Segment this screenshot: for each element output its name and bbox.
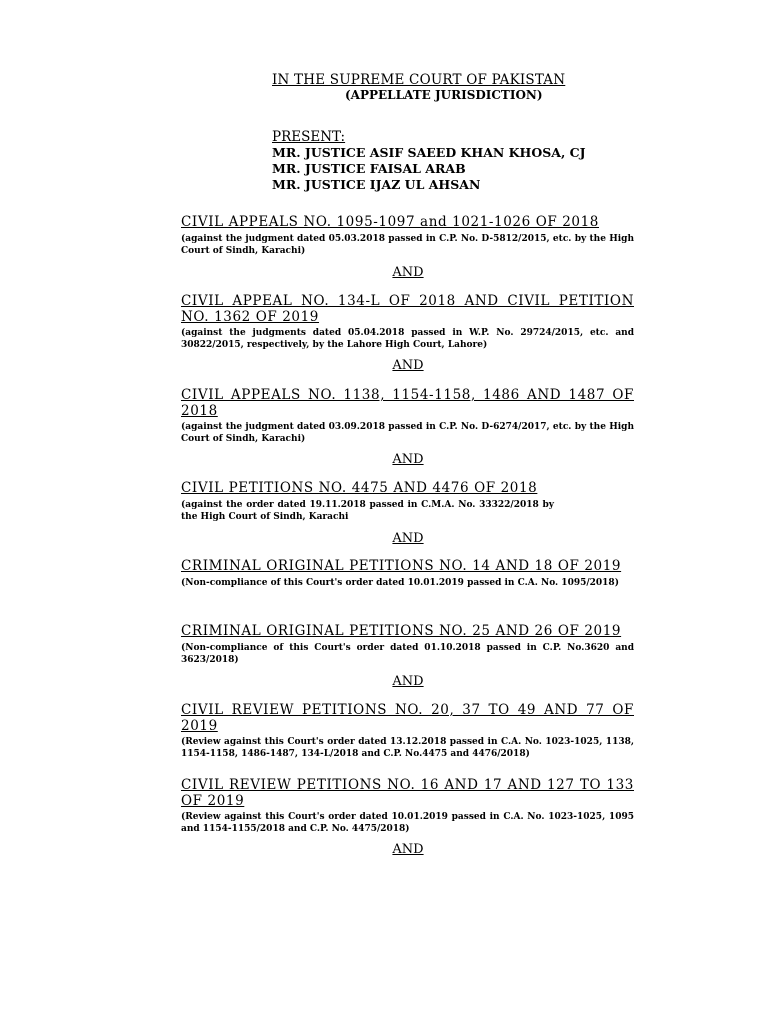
judge-name: MR. JUSTICE FAISAL ARAB (272, 161, 466, 176)
judge-name: MR. JUSTICE ASIF SAEED KHAN KHOSA, CJ (272, 145, 586, 160)
jurisdiction-heading: (APPELLATE JURISDICTION) (345, 88, 543, 102)
case-title: CRIMINAL ORIGINAL PETITIONS NO. 14 AND 18 OF 2019 (181, 558, 622, 574)
case-entry (181, 624, 634, 666)
and-separator: AND (392, 265, 424, 280)
case-note: (against the judgment dated 05.03.2018 passed in C.P. No. D-5812/2015, etc. by the High Court of Sindh, Karachi) (181, 233, 634, 256)
court-title: IN THE SUPREME COURT OF PAKISTAN (272, 72, 566, 88)
and-separator: AND (392, 358, 424, 373)
case-note: (Non-compliance of this Court's order dated 10.01.2019 passed in C.A. No. 1095/2018) (181, 577, 619, 588)
case-note: (against the order dated 19.11.2018 passed in C.M.A. No. 33322/2018 by the High Court of Sindh, Karachi (181, 499, 554, 522)
case-entry (181, 703, 634, 760)
bench-judges (272, 145, 586, 193)
and-separator: AND (392, 531, 424, 546)
case-entry (181, 294, 634, 351)
case-title: CIVIL REVIEW PETITIONS NO. 16 AND 17 AND 127 TO 133 OF 2019 (181, 777, 634, 809)
case-note: (Review against this Court's order dated 10.01.2019 passed in C.A. No. 1023-1025, 1095 and 1154-1155/2018 and C.P. No. 4475/2018) (181, 812, 634, 834)
and-separator: AND (392, 674, 424, 689)
and-separator: AND (392, 452, 424, 467)
case-title: CIVIL APPEALS NO. 1095-1097 and 1021-1026 OF 2018 (181, 214, 599, 230)
judge-name: MR. JUSTICE IJAZ UL AHSAN (272, 177, 481, 192)
case-title: CIVIL PETITIONS NO. 4475 AND 4476 OF 2018 (181, 480, 538, 496)
case-title: CIVIL APPEALS NO. 1138, 1154-1158, 1486 AND 1487 OF 2018 (181, 387, 634, 419)
and-separator: AND (392, 842, 424, 857)
case-title: CIVIL APPEAL NO. 134-L OF 2018 AND CIVIL PETITION NO. 1362 OF 2019 (181, 293, 634, 325)
case-note: (against the judgment dated 03.09.2018 passed in C.P. No. D-6274/2017, etc. by the High Court of Sindh, Karachi) (181, 422, 634, 444)
case-entry (181, 481, 634, 523)
case-entry (181, 778, 634, 835)
case-entry (181, 559, 634, 589)
case-note: (against the judgments dated 05.04.2018 passed in W.P. No. 29724/2015, etc. and 30822/2015, respectively, by the Lahore High Court, Lahore) (181, 328, 634, 350)
bench-label: PRESENT: (272, 129, 346, 145)
case-entry (181, 215, 634, 257)
case-entry (181, 388, 634, 445)
case-note: (Non-compliance of this Court's order dated 01.10.2018 passed in C.P. No.3620 and 3623/2018) (181, 642, 634, 665)
case-note: (Review against this Court's order dated 13.12.2018 passed in C.A. No. 1023-1025, 1138, 1154-1158, 1486-1487, 134-L/2018 and C.P. No.4475 and 4476/2018) (181, 737, 634, 759)
case-title: CIVIL REVIEW PETITIONS NO. 20, 37 TO 49 AND 77 OF 2019 (181, 702, 634, 734)
case-title: CRIMINAL ORIGINAL PETITIONS NO. 25 AND 26 OF 2019 (181, 623, 622, 639)
